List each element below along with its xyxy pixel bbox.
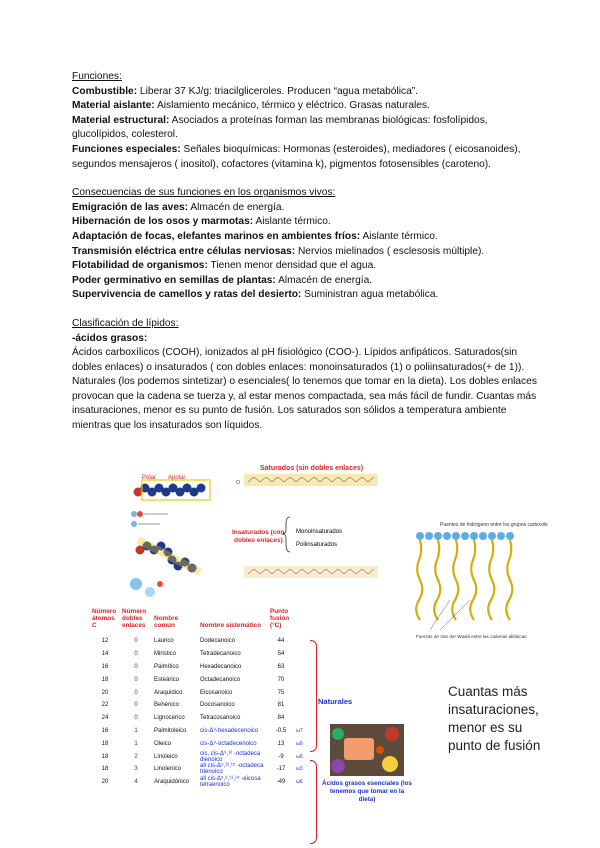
table-cell: 1: [134, 727, 138, 734]
table-row: [90, 750, 312, 763]
fatty-acid-figure: [120, 462, 420, 610]
table-cell: cis-Δ⁹-octadecenoico: [200, 740, 257, 747]
saturated-packing: [131, 511, 168, 527]
unsaturated-chain-model: [136, 540, 201, 573]
table-cell: -0.5: [275, 727, 287, 734]
table-cell: 18: [101, 740, 109, 747]
table-cell: Laurico: [154, 638, 174, 645]
table-cell: ω6: [296, 779, 303, 786]
table-cell: 3: [134, 766, 138, 773]
table-cell: 70: [277, 676, 285, 683]
table-cell: 0: [134, 651, 138, 658]
table-cell: -9: [278, 753, 284, 760]
saturated-chain-model: [134, 480, 211, 500]
table-cell: 0: [134, 689, 138, 696]
naturales-brace: [310, 640, 317, 752]
saturados-title: Saturados (sin dobles enlaces): [260, 465, 364, 472]
table-cell: Esteárico: [154, 676, 180, 683]
table-row: [90, 686, 312, 699]
item-aislante: Material aislante: Aislamiento mecánico, térmico y eléctrico. Grasas naturales.: [72, 100, 430, 112]
table-cell: 0: [134, 702, 138, 709]
item-semillas: Poder germinativo en semillas de plantas: Almacén de energía.: [72, 274, 373, 286]
table-cell: ω9: [296, 740, 303, 747]
item-aves: Emigración de las aves: Almacén de energía.: [72, 201, 285, 213]
table-row: [90, 661, 312, 674]
unsaturated-packing: [130, 578, 163, 597]
table-cell: Oleico: [154, 740, 172, 747]
table-cell: 0: [134, 715, 138, 722]
col-header: Nombre sistemático: [200, 622, 262, 629]
table-cell: 20: [101, 779, 109, 786]
table-cell: ω7: [296, 727, 303, 734]
col-header: Nombre común: [154, 615, 179, 629]
table-cell: 75: [277, 689, 285, 696]
item-nerviosa: Transmisión eléctrica entre células nerviosas: Nervios mielinados ( esclesosis múltiple).: [72, 245, 485, 257]
puentes-label: Puentes de hidrógeno entre los grupos carboxilo: [440, 522, 548, 528]
table-cell: Dodecanoico: [200, 638, 236, 645]
table-cell: -17: [276, 766, 286, 773]
col-header: Número dobles enlaces: [122, 608, 147, 629]
item-combustible: Combustible: Liberar 37 KJ/g: triacilgliceroles. Producen “agua metabólica”.: [72, 85, 418, 97]
table-cell: Araquidónico: [154, 779, 190, 786]
food-photo: [330, 724, 404, 776]
table-cell: all cis-Δ⁹,¹²,¹⁵ -octadeca trienoico: [200, 763, 264, 776]
table-cell: 14: [101, 651, 109, 658]
table-cell: all cis-Δ⁵,⁸,¹¹,¹⁴ -eicosa tetraenoico: [200, 776, 261, 789]
table-cell: 18: [101, 753, 109, 760]
apolar-label: Apolar: [168, 475, 186, 481]
table-cell: cis, cis-Δ⁹,¹² -octadeca dienoico: [200, 750, 261, 763]
item-osos: Hibernación de los osos y marmotas: Aislante térmico.: [72, 216, 331, 228]
table-cell: 4: [134, 779, 138, 786]
table-cell: Behénico: [154, 702, 180, 709]
item-especiales: Funciones especiales: Señales bioquímicas: Hormonas (esteroides), mediadores ( eicosanoides), segundos mensajeros ( inositol), cofactores (vitamina k), pigmentos fotosensibles (caroteno).: [72, 143, 521, 170]
table-row: [90, 712, 312, 725]
svg-text:O: O: [236, 480, 240, 486]
head-groups: [416, 532, 514, 540]
table-cell: 16: [101, 663, 109, 670]
table-cell: 1: [134, 740, 138, 747]
table-cell: 54: [277, 651, 285, 658]
table-row: [90, 635, 312, 648]
table-cell: -49: [276, 779, 286, 786]
section-title-consecuencias: Consecuencias de sus funciones en los organismos vivos:: [72, 187, 336, 199]
table-cell: Linoleico: [154, 753, 178, 760]
table-row: [90, 763, 312, 776]
table-cell: 44: [277, 638, 285, 645]
table-cell: 13: [277, 740, 285, 747]
table-header-row: [90, 608, 312, 635]
table-cell: 20: [101, 689, 109, 696]
insaturaciones-note: Cuantas más insaturaciones, menor es su punto de fusión: [448, 684, 541, 753]
insaturados-label-line1: Insaturados (con: [232, 529, 285, 536]
table-cell: 24: [101, 715, 109, 722]
table-cell: Palmítico: [154, 663, 179, 670]
item-focas: Adaptación de focas, elefantes marinos en ambientes fríos: Aislante térmico.: [72, 230, 438, 242]
fatty-acid-table: [90, 608, 312, 789]
table-cell: 18: [101, 676, 109, 683]
table-cell: 81: [277, 702, 285, 709]
table-cell: 84: [277, 715, 285, 722]
polar-label: Polar: [142, 475, 157, 481]
molecule-illustration: [120, 462, 225, 607]
table-row: [90, 725, 312, 738]
document-text: [72, 70, 542, 434]
table-cell: Eicosanoico: [200, 689, 233, 696]
table-cell: Docosanoico: [200, 702, 235, 709]
table-cell: 0: [134, 663, 138, 670]
paragraph-acidos-grasos: Ácidos carboxílicos (COOH), ionizados al pH fisiológico (COO-). Lípidos anfipáticos. Saturados(sin dobles enlaces) o insaturados ( con dobles enlaces: monoinsaturados (1) o poliinsaturados(+ de 1)). Naturales (los podemos sintetizar) o esenciales( lo tenemos que tomar en la dieta). Los dobles enlaces provocan que la cadena se tuerza y, al estar menos compactada, sea más fácil de fundir. Cuantas más insaturaciones, menor es su punto de fusión. Los saturados son sólidos a temperatura ambiente mientras que los insaturados son líquidos.: [72, 347, 537, 432]
col-header: Número átomos C: [92, 608, 117, 629]
table-cell: 2: [134, 753, 138, 760]
esenciales-brace: [310, 760, 317, 844]
table-cell: 12: [101, 638, 109, 645]
table-row: [90, 776, 312, 789]
tails: [416, 540, 512, 620]
table-cell: 22: [101, 702, 109, 709]
table-cell: Araquidico: [154, 689, 183, 696]
table-cell: 0: [134, 676, 138, 683]
table-cell: Lignocerico: [154, 715, 185, 722]
table-cell: Hexadecanoico: [200, 663, 242, 670]
item-flotabilidad: Flotabilidad de organismos: Tienen menor densidad que el agua.: [72, 260, 377, 272]
table-cell: Tetradecanoico: [200, 651, 241, 658]
table-cell: Miristico: [154, 651, 176, 658]
membrane-packing-illustration: [410, 520, 548, 650]
naturales-label: Naturales: [318, 697, 353, 706]
insaturados-label-line2: dobles enlaces): [234, 537, 283, 544]
table-row: [90, 673, 312, 686]
table-cell: Palmitoleico: [154, 727, 187, 734]
table-cell: 63: [277, 663, 285, 670]
section-title-funciones: Funciones:: [72, 71, 122, 82]
poli-label: Poliinsaturados: [296, 542, 338, 548]
table-row: [90, 699, 312, 712]
table-cell: ω6: [296, 753, 303, 760]
esenciales-label: Ácidos grasos esenciales (los tenemos que tomar en la dieta): [322, 780, 412, 803]
table-cell: 18: [101, 766, 109, 773]
item-camellos: Supervivencia de camellos y ratas del desierto: Suministran agua metabólica.: [72, 289, 439, 301]
vdw-label: Fuerzas de Van der Waals entre las cadenas alifáticas: [416, 634, 527, 639]
table-cell: Tetracosanoico: [200, 715, 241, 722]
table-row: [90, 737, 312, 750]
col-header: Punto fusión (°C): [270, 608, 290, 629]
table-cell: ω3: [296, 766, 303, 773]
table-cell: cis-Δ⁹-hexadecenoico: [200, 727, 259, 734]
item-estructural: Material estructural: Asociados a proteínas forman las membranas biológicas: fosfolípidos, glucolípidos, colesterol.: [72, 114, 488, 141]
table-cell: Linolenico: [154, 766, 182, 773]
table-cell: 16: [101, 727, 109, 734]
section-title-clasificacion: Clasificación de lípidos:: [72, 317, 179, 329]
subtitle-acidos-grasos: -ácidos grasos:: [72, 332, 148, 344]
table-cell: 0: [134, 638, 138, 645]
table-cell: Octadecanoico: [200, 676, 241, 683]
table-row: [90, 648, 312, 661]
mono-label: Monoinsaturados: [296, 529, 343, 535]
